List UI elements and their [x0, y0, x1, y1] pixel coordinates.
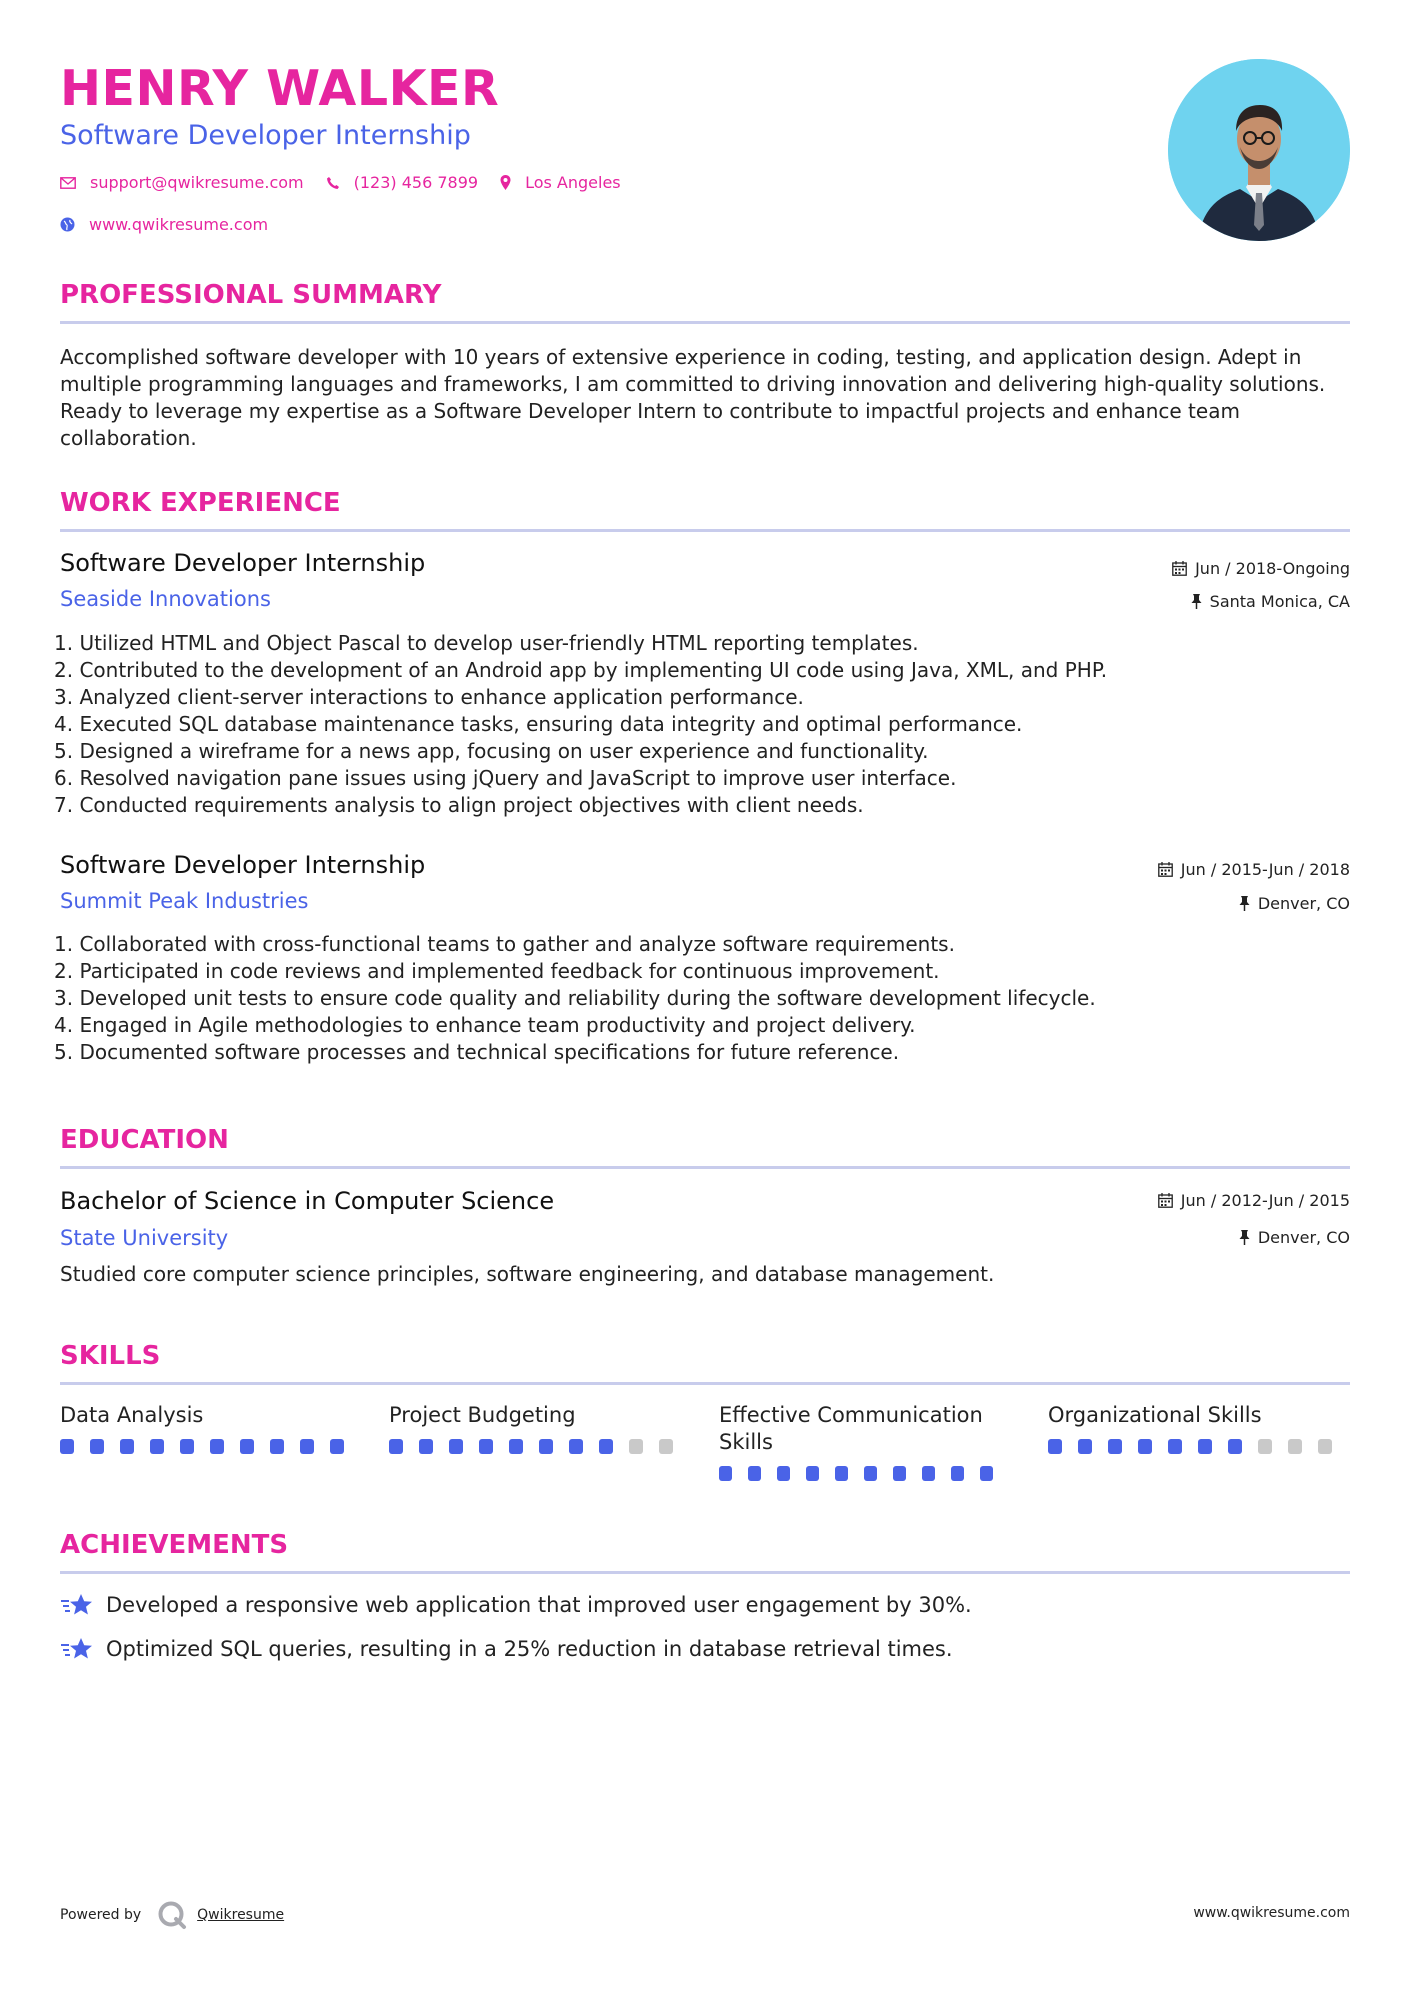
rating-dot-empty	[1318, 1439, 1332, 1454]
job-title: Software Developer Internship	[60, 851, 426, 879]
contact-phone[interactable]	[326, 173, 478, 192]
rating-dot-filled	[270, 1439, 284, 1454]
contact-row	[60, 173, 643, 192]
job-dates-text: Jun / 2018-Ongoing	[1195, 559, 1350, 578]
skill-item	[1048, 1402, 1348, 1454]
skill-rating	[1048, 1439, 1348, 1454]
rating-dot-empty	[629, 1439, 643, 1454]
skill-rating	[719, 1466, 1009, 1481]
job-title: Software Developer Internship	[60, 549, 426, 577]
section-title-achievements: ACHIEVEMENTS	[60, 1530, 289, 1560]
rating-dot-filled	[300, 1439, 314, 1454]
list-item: 1. Utilized HTML and Object Pascal to develop user-friendly HTML reporting templates.	[54, 631, 919, 655]
rating-dot-filled	[330, 1439, 344, 1454]
job-dates-text: Jun / 2015-Jun / 2018	[1180, 860, 1350, 879]
skill-label: Organizational Skills	[1048, 1403, 1262, 1427]
achievement-item	[60, 1636, 953, 1662]
company-name: Summit Peak Industries	[60, 889, 309, 913]
website-text: www.qwikresume.com	[89, 215, 269, 234]
rating-dot-filled	[1198, 1439, 1212, 1454]
education-location	[1239, 1228, 1350, 1247]
list-item: 4. Engaged in Agile methodologies to enhance team productivity and project delivery.	[54, 1013, 916, 1037]
rating-dot-filled	[864, 1466, 877, 1481]
rating-dot-filled	[1168, 1439, 1182, 1454]
candidate-name: HENRY WALKER	[60, 60, 500, 117]
section-divider	[60, 321, 1350, 324]
rating-dot-filled	[806, 1466, 819, 1481]
rating-dot-filled	[599, 1439, 613, 1454]
rating-dot-filled	[60, 1439, 74, 1454]
list-item: 7. Conducted requirements analysis to align project objectives with client needs.	[54, 793, 864, 817]
rating-dot-filled	[777, 1466, 790, 1481]
candidate-role: Software Developer Internship	[60, 120, 471, 151]
rating-dot-filled	[719, 1466, 732, 1481]
list-item: 5. Documented software processes and technical specifications for future reference.	[54, 1040, 900, 1064]
list-item: 2. Contributed to the development of an Android app by implementing UI code using Java, XML, and PHP.	[54, 658, 1108, 682]
education-description: Studied core computer science principles, software engineering, and database management.	[60, 1262, 995, 1286]
skill-label: Effective Communication Skills	[719, 1403, 983, 1454]
skill-rating	[389, 1439, 689, 1454]
rating-dot-filled	[509, 1439, 523, 1454]
rating-dot-filled	[449, 1439, 463, 1454]
contact-row-2	[60, 215, 290, 234]
job-bullets	[54, 630, 1344, 819]
skill-label: Project Budgeting	[389, 1403, 576, 1427]
contact-website[interactable]	[60, 215, 268, 234]
section-divider	[60, 1382, 1350, 1385]
achievement-text: Optimized SQL queries, resulting in a 25% reduction in database retrieval times.	[106, 1637, 953, 1661]
job-location	[1191, 592, 1350, 611]
calendar-icon	[1172, 561, 1187, 576]
profile-photo	[1168, 59, 1350, 241]
summary-text: Accomplished software developer with 10 years of extensive experience in coding, testing, and application design. Adept in multiple programming languages and frameworks, I am committed to driving innovation and delivering high-quality solutions. Ready to leverage my expertise as a Software Developer Intern to contribute to impactful projects and enhance team collaboration.	[60, 345, 1326, 450]
star-icon	[60, 1592, 94, 1618]
rating-dot-empty	[659, 1439, 673, 1454]
section-title-experience: WORK EXPERIENCE	[60, 488, 341, 518]
list-item: 1. Collaborated with cross-functional teams to gather and analyze software requirements.	[54, 932, 955, 956]
rating-dot-filled	[1078, 1439, 1092, 1454]
list-item: 6. Resolved navigation pane issues using jQuery and JavaScript to improve user interface.	[54, 766, 957, 790]
section-title-skills: SKILLS	[60, 1341, 161, 1371]
rating-dot-filled	[980, 1466, 993, 1481]
rating-dot-empty	[1288, 1439, 1302, 1454]
job-location	[1239, 894, 1350, 913]
skill-label: Data Analysis	[60, 1403, 204, 1427]
email-text: support@qwikresume.com	[90, 173, 304, 192]
pushpin-icon	[1239, 1230, 1250, 1245]
section-divider	[60, 529, 1350, 532]
section-divider	[60, 1571, 1350, 1574]
rating-dot-filled	[120, 1439, 134, 1454]
rating-dot-filled	[210, 1439, 224, 1454]
rating-dot-filled	[893, 1466, 906, 1481]
company-name: Seaside Innovations	[60, 587, 271, 611]
list-item: 2. Participated in code reviews and implemented feedback for continuous improvement.	[54, 959, 940, 983]
job-location-text: Santa Monica, CA	[1209, 592, 1350, 611]
globe-icon	[60, 217, 75, 232]
job-dates	[1172, 559, 1350, 578]
phone-text: (123) 456 7899	[353, 173, 479, 192]
rating-dot-filled	[419, 1439, 433, 1454]
rating-dot-filled	[180, 1439, 194, 1454]
footer-brand-link[interactable]: Qwikresume	[197, 1907, 285, 1923]
powered-by-label: Powered by	[60, 1907, 142, 1923]
rating-dot-filled	[90, 1439, 104, 1454]
education-dates	[1158, 1191, 1350, 1210]
rating-dot-filled	[569, 1439, 583, 1454]
rating-dot-filled	[1228, 1439, 1242, 1454]
job-location-text: Denver, CO	[1257, 894, 1350, 913]
location-text: Los Angeles	[525, 173, 621, 192]
school-name: State University	[60, 1226, 229, 1250]
section-divider	[60, 1166, 1350, 1169]
rating-dot-filled	[1048, 1439, 1062, 1454]
education-location-text: Denver, CO	[1257, 1228, 1350, 1247]
rating-dot-filled	[240, 1439, 254, 1454]
list-item: 3. Developed unit tests to ensure code quality and reliability during the software development lifecycle.	[54, 986, 1096, 1010]
envelope-icon	[60, 177, 76, 189]
contact-location	[500, 173, 621, 192]
contact-email[interactable]	[60, 173, 304, 192]
calendar-icon	[1158, 1193, 1173, 1208]
footer-url[interactable]: www.qwikresume.com	[1193, 1905, 1350, 1921]
skill-rating	[60, 1439, 360, 1454]
rating-dot-filled	[150, 1439, 164, 1454]
star-icon	[60, 1636, 94, 1662]
rating-dot-filled	[1138, 1439, 1152, 1454]
skill-item	[719, 1402, 1009, 1481]
rating-dot-filled	[539, 1439, 553, 1454]
pushpin-icon	[1191, 594, 1202, 609]
list-item: 3. Analyzed client-server interactions to enhance application performance.	[54, 685, 804, 709]
rating-dot-empty	[1258, 1439, 1272, 1454]
rating-dot-filled	[835, 1466, 848, 1481]
qwikresume-logo-icon	[157, 1900, 187, 1930]
section-title-education: EDUCATION	[60, 1125, 229, 1155]
degree-title: Bachelor of Science in Computer Science	[60, 1187, 555, 1215]
skill-item	[60, 1402, 360, 1454]
map-pin-icon	[500, 175, 511, 190]
section-title-summary: PROFESSIONAL SUMMARY	[60, 280, 442, 310]
footer-powered-by	[60, 1900, 284, 1930]
calendar-icon	[1158, 862, 1173, 877]
skill-item	[389, 1402, 689, 1454]
job-dates	[1158, 860, 1350, 879]
rating-dot-filled	[1108, 1439, 1122, 1454]
list-item: 4. Executed SQL database maintenance tasks, ensuring data integrity and optimal performance.	[54, 712, 1023, 736]
rating-dot-filled	[479, 1439, 493, 1454]
achievement-item	[60, 1592, 972, 1618]
phone-icon	[326, 176, 340, 190]
rating-dot-filled	[951, 1466, 964, 1481]
job-bullets	[54, 931, 1344, 1066]
rating-dot-filled	[922, 1466, 935, 1481]
pushpin-icon	[1239, 896, 1250, 911]
education-dates-text: Jun / 2012-Jun / 2015	[1180, 1191, 1350, 1210]
rating-dot-filled	[389, 1439, 403, 1454]
list-item: 5. Designed a wireframe for a news app, focusing on user experience and functionality.	[54, 739, 929, 763]
achievement-text: Developed a responsive web application that improved user engagement by 30%.	[106, 1593, 972, 1617]
rating-dot-filled	[748, 1466, 761, 1481]
